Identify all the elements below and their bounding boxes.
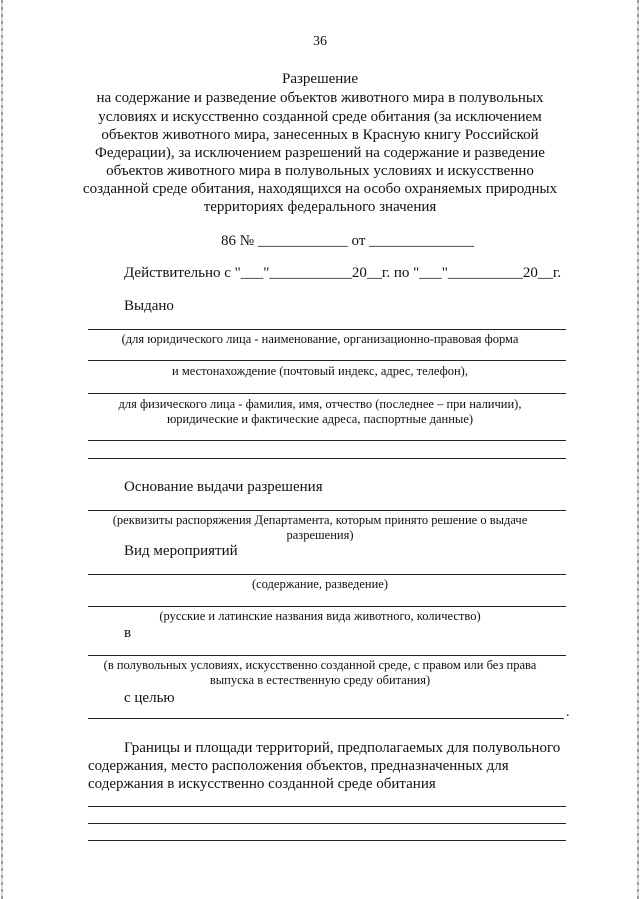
hint-location: и местонахождение (почтовый индекс, адрес, телефон),	[172, 364, 468, 378]
issued-label: Выдано	[124, 298, 174, 314]
individual-fill-line	[88, 393, 566, 394]
boundaries-text: Границы и площади территорий, предполагаемых для полувольного	[124, 740, 561, 756]
subtitle-line: объектов животного мира в полувольных условиях и искусственно	[106, 163, 534, 179]
activity-label: Вид мероприятий	[124, 543, 238, 559]
hint-individual: для физического лица - фамилия, имя, отчество (последнее – при наличии),	[118, 397, 522, 411]
passport-fill-line	[88, 458, 566, 459]
subtitle-line: объектов животного мира, занесенных в Красную книгу Российской	[101, 127, 539, 143]
permit-number-line: 86 № ____________ от ______________	[221, 233, 475, 249]
purpose-end-dot: .	[566, 705, 570, 720]
conditions-fill-line	[88, 655, 566, 656]
address-fill-line	[88, 440, 566, 441]
hint-individual: юридические и фактические адреса, паспортные данные)	[166, 412, 474, 426]
subtitle-line: условиях и искусственно созданной среде обитания (за исключением	[98, 109, 542, 125]
basis-label: Основание выдачи разрешения	[124, 479, 323, 495]
boundaries-fill-line	[88, 823, 566, 824]
subtitle-line: на содержание и разведение объектов животного мира в полувольных	[96, 90, 544, 106]
hint-legal-entity: (для юридического лица - наименование, организационно-правовая форма	[121, 332, 519, 346]
hint-activity-type: (содержание, разведение)	[251, 577, 389, 591]
hint-conditions: (в полувольных условиях, искусственно созданной среде, с правом или без права	[103, 658, 537, 672]
hint-conditions: выпуска в естественную среду обитания)	[209, 673, 431, 687]
in-label: в	[124, 625, 132, 641]
issued-fill-line	[88, 329, 566, 330]
hint-species: (русские и латинские названия вида животного, количество)	[159, 609, 481, 623]
subtitle-line: созданной среде обитания, находящихся на особо охраняемых природных	[82, 181, 558, 197]
boundaries-fill-line	[88, 840, 566, 841]
document-title: Разрешение	[281, 71, 358, 87]
species-fill-line	[88, 606, 566, 607]
boundaries-fill-line	[88, 806, 566, 807]
location-fill-line	[88, 360, 566, 361]
hint-basis: (реквизиты распоряжения Департамента, которым принято решение о выдаче	[112, 513, 528, 527]
purpose-fill-line	[88, 718, 564, 719]
boundaries-text: содержания, место расположения объектов, предназначенных для	[88, 758, 509, 774]
basis-fill-line	[88, 510, 566, 511]
boundaries-text: содержания в искусственно созданной среде обитания	[88, 776, 436, 792]
hint-basis: разрешения)	[286, 528, 354, 542]
subtitle-line: Федерации), за исключением разрешений на содержание и разведение	[95, 145, 545, 161]
page-number: 36	[313, 34, 327, 49]
subtitle-line: территориях федерального значения	[203, 199, 437, 215]
activity-fill-line	[88, 574, 566, 575]
validity-period-line: Действительно с "___"___________20__г. по "___"__________20__г.	[124, 265, 562, 281]
purpose-label: с целью	[124, 690, 175, 706]
